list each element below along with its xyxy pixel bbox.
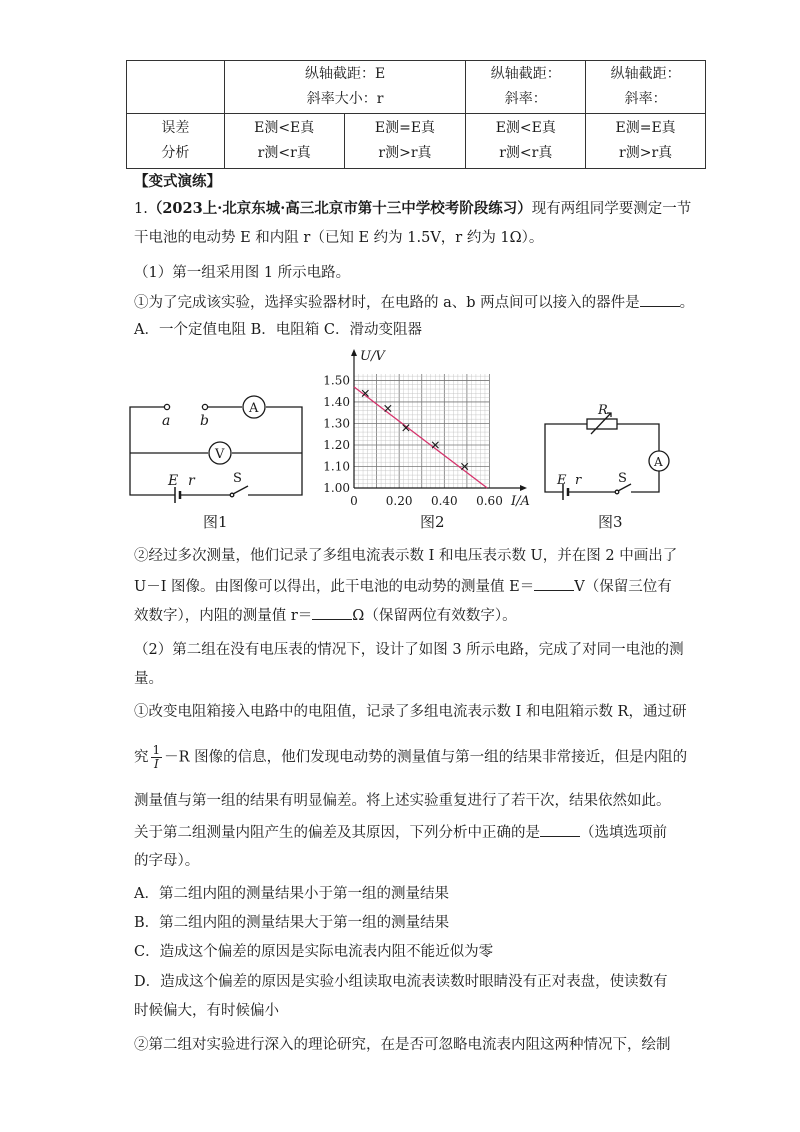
y-tick-label: 1.00 [323,481,350,495]
question-text: V（保留三位有 [574,579,672,595]
switch-label: S [233,471,242,486]
part1-question2-line2 [134,576,672,597]
fraction-numerator: 1 [152,743,161,757]
cell-line: r测<r真 [257,145,311,161]
question-text: －R 图像的信息，他们发现电动势的测量值与第一组的结果非常接近，但是内阻的 [164,749,688,766]
cell-line: 分析 [161,145,190,161]
part2-question1-line5: 的字母）。 [134,853,200,869]
part2-question1-line3: 测量值与第一组的结果有明显偏差。将上述实验重复进行了若干次，结果依然如此。 [134,793,671,809]
cell-line: 纵轴截距： [490,66,561,82]
rheostat-label: R [598,403,608,418]
ammeter-label: A [249,401,259,416]
wire [248,407,302,495]
internal-resistance-label: r [188,473,195,489]
cell-line: 误差 [161,120,190,136]
part2-question1-line4 [134,822,667,843]
cell-line: E测=E真 [374,120,436,136]
rheostat-symbol [587,419,617,429]
part2-question1-line2 [134,744,687,771]
figure-3-circuit [535,400,685,505]
cell-line: E测<E真 [495,120,556,136]
terminal-b [202,404,207,409]
table-cell [466,114,586,169]
wire [617,424,659,451]
fraction-denominator: I [153,757,159,771]
table-cell [586,114,706,169]
option-c[interactable]: C．造成这个偏差的原因是实际电流表内阻不能近似为零 [134,944,494,960]
cell-line: 纵轴截距：E [304,66,386,82]
table-cell [127,61,225,114]
label-a: a [162,413,171,429]
table-cell [224,114,344,169]
part1-question1 [134,292,694,313]
switch-lever [233,486,248,494]
question-text: ①为了完成该实验，选择实验器材时，在电路的 a、b 两点间可以接入的器件是 [134,295,640,311]
error-analysis-table [126,60,706,169]
ammeter-label: A [654,455,663,469]
question-text: （选填选项前 [580,825,667,841]
figure-2-chart [318,346,538,512]
figure-1-caption: 图1 [203,513,228,531]
question-stem [134,199,691,219]
x-axis-arrow [520,485,527,491]
question-text: 效数字），内阻的测量值 r＝ [134,608,313,624]
table-cell [466,61,586,114]
table-row [127,114,706,169]
terminal-a [164,404,169,409]
part1-options: A．一个定值电阻 B．电阻箱 C．滑动变阻器 [134,322,422,338]
x-tick-label: 0.40 [430,494,458,508]
fraction-1-over-i [151,744,163,771]
part1-title: （1）第一组采用图 1 所示电路。 [134,265,351,281]
cell-line: r测<r真 [499,145,553,161]
part2-question2: ②第二组对实验进行深入的理论研究，在是否可忽略电流表内阻这两种情况下，绘制 [134,1037,671,1053]
cell-line: E测=E真 [615,120,676,136]
cell-line: E测<E真 [254,120,315,136]
internal-resistance-label: r [575,473,582,488]
stem-text: 现有两组同学要测定一节 [531,201,692,217]
figure-3-caption: 图3 [598,513,623,531]
y-axis-arrow [351,349,357,356]
x-tick-label: 0 [350,494,358,508]
part2-line1: （2）第二组在没有电压表的情况下，设计了如图 3 所示电路，完成了对同一电池的测 [134,642,684,658]
table-cell [127,114,225,169]
stem-line-2: 干电池的电动势 E 和内阻 r（已知 E 约为 1.5V，r 约为 1Ω）。 [134,230,544,246]
option-d[interactable]: D．造成这个偏差的原因是实验小组读取电流表读数时眼睛没有正对表盘，使读数有 [134,974,668,990]
table-cell [224,61,466,114]
part1-question2-line3 [134,605,517,626]
question-text: 关于第二组测量内阻产生的偏差及其原因，下列分析中正确的是 [134,825,540,841]
figure-1-circuit [120,395,320,510]
wire [631,471,659,492]
cell-line: r测>r真 [378,145,432,161]
table-row [127,61,706,114]
figure-2-caption: 图2 [420,513,445,531]
label-b: b [200,413,209,429]
part2-line2: 量。 [134,671,163,687]
answer-blank[interactable] [540,822,580,837]
question-number: 1. [134,201,148,217]
answer-blank[interactable] [534,576,574,591]
cell-line: 斜率： [504,91,547,107]
question-source: （2023上·北京东城·高三北京市第十三中学校考阶段练习） [147,200,532,217]
answer-blank[interactable] [312,605,352,620]
answer-blank[interactable] [640,292,680,307]
part1-question2-line1: ②经过多次测量，他们记录了多组电流表示数 I 和电压表示数 U，并在图 2 中画出了 [134,548,678,564]
emf-label: E [168,473,179,489]
cell-line: 纵轴截距： [610,66,681,82]
cell-line: 斜率大小：r [306,91,384,107]
question-text: 究 [134,749,149,766]
x-tick-label: 0.60 [476,494,503,508]
emf-label: E [557,473,567,488]
y-tick-label: 1.40 [323,394,350,409]
table-cell [344,114,466,169]
cell-line: 斜率： [624,91,667,107]
question-text: U－I 图像。由图像可以得出，此干电池的电动势的测量值 E＝ [134,579,535,595]
y-tick-label: 1.20 [323,437,350,452]
y-tick-label: 1.30 [323,416,350,431]
x-axis-label: I/A [511,494,530,509]
option-b[interactable]: B．第二组内阻的测量结果大于第一组的测量结果 [134,915,450,931]
option-a[interactable]: A．第二组内阻的测量结果小于第一组的测量结果 [134,886,449,902]
part2-question1-line1: ①改变电阻箱接入电路中的电阻值，记录了多组电流表示数 I 和电阻箱示数 R，通过研 [134,704,687,720]
section-title: 【变式演练】 [134,173,221,190]
y-tick-label: 1.50 [323,373,350,388]
switch-label: S [618,471,627,486]
y-tick-label: 1.10 [323,459,350,474]
table-cell [586,61,706,114]
question-text: 。 [679,295,695,311]
cell-line: r测>r真 [619,145,673,161]
y-axis-label: U/V [360,349,385,364]
voltmeter-label: V [215,447,225,462]
question-text: Ω（保留两位有效数字）。 [352,608,517,624]
x-tick-label: 0.20 [385,494,413,508]
option-d-continued: 时候偏大，有时候偏小 [134,1003,279,1019]
